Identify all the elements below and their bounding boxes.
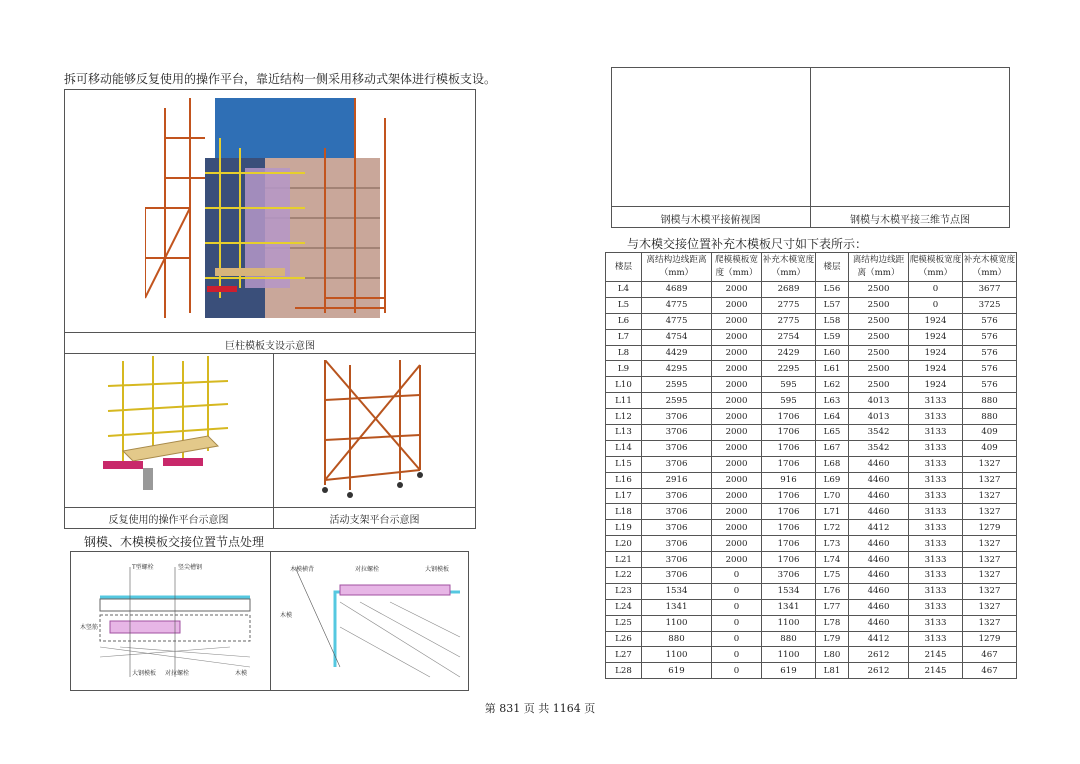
table-cell: 2000 — [712, 345, 762, 361]
table-cell: L64 — [816, 409, 849, 425]
table-cell: 576 — [963, 329, 1017, 345]
table-cell: 2500 — [849, 377, 909, 393]
table-cell: L19 — [606, 520, 642, 536]
table-cell: 2916 — [642, 472, 712, 488]
table-row — [606, 520, 1017, 536]
table-cell: 3542 — [849, 440, 909, 456]
table-row — [606, 425, 1017, 441]
table-cell: 3706 — [642, 488, 712, 504]
table-header-cell: 爬模模板宽度（mm） — [712, 253, 762, 282]
table-cell: 916 — [762, 472, 816, 488]
table-cell: 880 — [642, 631, 712, 647]
table-row — [606, 282, 1017, 298]
table-cell: L9 — [606, 361, 642, 377]
table-cell: 576 — [963, 345, 1017, 361]
table-cell: L18 — [606, 504, 642, 520]
table-cell: L8 — [606, 345, 642, 361]
table-cell: 2000 — [712, 504, 762, 520]
table-cell: L72 — [816, 520, 849, 536]
table-row — [606, 536, 1017, 552]
table-cell: 3133 — [909, 440, 963, 456]
table-intro: 与木模交接位置补充木模板尺寸如下表所示： — [627, 237, 868, 251]
table-cell: L27 — [606, 647, 642, 663]
table-cell: 4013 — [849, 409, 909, 425]
table-cell: 2000 — [712, 472, 762, 488]
table-cell: 3133 — [909, 568, 963, 584]
table-cell: 4460 — [849, 472, 909, 488]
table-cell: L79 — [816, 631, 849, 647]
label-big-steel: 大钢模板 — [132, 670, 157, 677]
table-cell: L12 — [606, 409, 642, 425]
table-cell: L25 — [606, 615, 642, 631]
table-cell: 1327 — [963, 583, 1017, 599]
table-cell: 3706 — [642, 520, 712, 536]
table-cell: 4460 — [849, 552, 909, 568]
table-cell: L61 — [816, 361, 849, 377]
table-cell: 2000 — [712, 488, 762, 504]
table-cell: 1924 — [909, 377, 963, 393]
table-cell: 576 — [963, 377, 1017, 393]
table-cell: L73 — [816, 536, 849, 552]
table-cell: L26 — [606, 631, 642, 647]
table-cell: 2500 — [849, 313, 909, 329]
table-row — [606, 663, 1017, 679]
table-cell: 2000 — [712, 552, 762, 568]
table-row — [606, 647, 1017, 663]
table-cell: L71 — [816, 504, 849, 520]
label-tie-bolt: 对拉螺栓 — [165, 670, 190, 677]
table-cell: 3706 — [642, 409, 712, 425]
table-cell: 1706 — [762, 504, 816, 520]
table-cell: 2000 — [712, 313, 762, 329]
table-row — [606, 361, 1017, 377]
table-cell: L24 — [606, 599, 642, 615]
table-cell: 1534 — [642, 583, 712, 599]
table-cell: 4460 — [849, 568, 909, 584]
label-t-bolt: T型螺栓 — [132, 564, 154, 571]
table-cell: L69 — [816, 472, 849, 488]
table-cell: 2000 — [712, 297, 762, 313]
table-cell: L68 — [816, 456, 849, 472]
table-cell: 3133 — [909, 425, 963, 441]
table-cell: L23 — [606, 583, 642, 599]
table-cell: 4460 — [849, 599, 909, 615]
table-cell: 3133 — [909, 631, 963, 647]
table-cell: 0 — [712, 568, 762, 584]
table-cell: L67 — [816, 440, 849, 456]
table-row — [606, 345, 1017, 361]
table-cell: 0 — [909, 297, 963, 313]
table-cell: L77 — [816, 599, 849, 615]
top-right-view-caption: 钢模与木模平接三维节点图 — [850, 215, 970, 226]
table-cell: 3706 — [642, 552, 712, 568]
table-cell: 4460 — [849, 488, 909, 504]
table-cell: 4775 — [642, 297, 712, 313]
label-wood-form-right: 木模 — [280, 612, 293, 619]
table-cell: L65 — [816, 425, 849, 441]
table-row — [606, 552, 1017, 568]
table-cell: 2145 — [909, 663, 963, 679]
table-cell: L15 — [606, 456, 642, 472]
table-cell: L62 — [816, 377, 849, 393]
section-heading: 钢模、木模模板交接位置节点处理 — [84, 535, 265, 549]
table-cell: 0 — [712, 583, 762, 599]
table-header-cell: 楼层 — [606, 253, 642, 282]
table-row — [606, 377, 1017, 393]
table-cell: 1341 — [762, 599, 816, 615]
table-cell: 2754 — [762, 329, 816, 345]
label-wood-panel: 木竖筋 — [80, 624, 99, 631]
formwork-size-table — [605, 252, 1017, 679]
label-tie-bolt-right: 对拉螺栓 — [355, 566, 380, 573]
table-cell: L58 — [816, 313, 849, 329]
table-cell: 3706 — [762, 568, 816, 584]
table-row — [606, 472, 1017, 488]
table-cell: L60 — [816, 345, 849, 361]
table-cell: 2500 — [849, 361, 909, 377]
table-row — [606, 456, 1017, 472]
table-cell: 880 — [963, 393, 1017, 409]
label-big-steel-right: 大钢模板 — [425, 566, 450, 573]
table-row — [606, 488, 1017, 504]
table-cell: 2000 — [712, 536, 762, 552]
table-cell: 1706 — [762, 440, 816, 456]
table-cell: 409 — [963, 425, 1017, 441]
table-cell: 1534 — [762, 583, 816, 599]
table-cell: 1706 — [762, 425, 816, 441]
table-cell: 4013 — [849, 393, 909, 409]
table-cell: 0 — [712, 663, 762, 679]
table-cell: 3725 — [963, 297, 1017, 313]
table-cell: 1706 — [762, 488, 816, 504]
table-cell: 467 — [963, 647, 1017, 663]
label-wood-form: 木模 — [235, 670, 248, 677]
table-cell: L13 — [606, 425, 642, 441]
support-caption: 活动支架平台示意图 — [329, 515, 420, 526]
table-cell: L56 — [816, 282, 849, 298]
table-cell: 2612 — [849, 663, 909, 679]
table-cell: L4 — [606, 282, 642, 298]
table-cell: L10 — [606, 377, 642, 393]
table-cell: 4754 — [642, 329, 712, 345]
table-cell: 3133 — [909, 615, 963, 631]
table-cell: 1327 — [963, 568, 1017, 584]
table-cell: 2000 — [712, 425, 762, 441]
table-cell: 880 — [762, 631, 816, 647]
table-cell: 4460 — [849, 615, 909, 631]
table-cell: 2145 — [909, 647, 963, 663]
table-cell: 1279 — [963, 631, 1017, 647]
table-cell: L74 — [816, 552, 849, 568]
table-header-cell: 楼层 — [816, 253, 849, 282]
table-cell: 467 — [963, 663, 1017, 679]
table-cell: 4295 — [642, 361, 712, 377]
table-cell: 3706 — [642, 456, 712, 472]
table-cell: 1924 — [909, 345, 963, 361]
table-cell: L63 — [816, 393, 849, 409]
table-cell: 595 — [762, 393, 816, 409]
table-cell: 3133 — [909, 583, 963, 599]
table-cell: 595 — [762, 377, 816, 393]
main-figure-caption: 巨柱模板支设示意图 — [225, 341, 315, 352]
table-cell: 2612 — [849, 647, 909, 663]
table-cell: 3706 — [642, 504, 712, 520]
table-cell: 1341 — [642, 599, 712, 615]
table-cell: 1706 — [762, 520, 816, 536]
table-cell: 2000 — [712, 409, 762, 425]
table-cell: 2775 — [762, 313, 816, 329]
table-cell: L59 — [816, 329, 849, 345]
table-cell: 1706 — [762, 409, 816, 425]
table-cell: L80 — [816, 647, 849, 663]
table-cell: 2295 — [762, 361, 816, 377]
table-cell: 4689 — [642, 282, 712, 298]
table-cell: 3133 — [909, 520, 963, 536]
table-cell: L75 — [816, 568, 849, 584]
table-cell: 2000 — [712, 456, 762, 472]
table-cell: 576 — [963, 313, 1017, 329]
table-header-row — [606, 253, 1017, 282]
table-cell: 1327 — [963, 504, 1017, 520]
table-cell: 0 — [712, 599, 762, 615]
table-cell: 2500 — [849, 297, 909, 313]
table-cell: L78 — [816, 615, 849, 631]
table-cell: 4412 — [849, 520, 909, 536]
table-row — [606, 615, 1017, 631]
table-cell: 2000 — [712, 440, 762, 456]
table-row — [606, 393, 1017, 409]
intro-text: 拆可移动能够反复使用的操作平台，靠近结构一侧采用移动式架体进行模板支设。 — [64, 72, 497, 86]
table-cell: 4460 — [849, 536, 909, 552]
table-cell: 4429 — [642, 345, 712, 361]
table-cell: 2500 — [849, 329, 909, 345]
table-row — [606, 568, 1017, 584]
table-cell: 3706 — [642, 425, 712, 441]
table-cell: 1100 — [642, 615, 712, 631]
table-cell: 3542 — [849, 425, 909, 441]
table-cell: 576 — [963, 361, 1017, 377]
table-cell: L5 — [606, 297, 642, 313]
table-row — [606, 440, 1017, 456]
table-cell: L57 — [816, 297, 849, 313]
table-cell: 0 — [712, 615, 762, 631]
table-cell: 3706 — [642, 440, 712, 456]
table-header-cell: 爬模模板宽度（mm） — [909, 253, 963, 282]
table-row — [606, 409, 1017, 425]
table-cell: 2000 — [712, 520, 762, 536]
table-cell: 3133 — [909, 488, 963, 504]
table-cell: 4412 — [849, 631, 909, 647]
table-row — [606, 631, 1017, 647]
table-cell: 1327 — [963, 488, 1017, 504]
table-cell: 3706 — [642, 568, 712, 584]
table-cell: 1706 — [762, 536, 816, 552]
table-row — [606, 297, 1017, 313]
table-cell: 619 — [762, 663, 816, 679]
table-cell: 3706 — [642, 536, 712, 552]
table-header-cell: 补充木模宽度（mm） — [762, 253, 816, 282]
table-cell: 1327 — [963, 456, 1017, 472]
table-cell: 3677 — [963, 282, 1017, 298]
table-cell: L11 — [606, 393, 642, 409]
table-cell: 4460 — [849, 456, 909, 472]
table-cell: L20 — [606, 536, 642, 552]
table-header-cell: 离结构边线距离（mm） — [642, 253, 712, 282]
table-cell: 1327 — [963, 552, 1017, 568]
table-cell: 0 — [909, 282, 963, 298]
platform-caption: 反复使用的操作平台示意图 — [108, 515, 229, 526]
giant-column-formwork-image — [145, 98, 400, 326]
table-cell: 1327 — [963, 615, 1017, 631]
table-cell: L81 — [816, 663, 849, 679]
table-cell: 0 — [712, 647, 762, 663]
table-cell: 1924 — [909, 361, 963, 377]
table-cell: 3133 — [909, 409, 963, 425]
table-cell: L16 — [606, 472, 642, 488]
table-cell: 3133 — [909, 472, 963, 488]
table-cell: 4460 — [849, 583, 909, 599]
table-cell: 2000 — [712, 361, 762, 377]
table-cell: 2000 — [712, 377, 762, 393]
table-cell: 1100 — [642, 647, 712, 663]
table-cell: 2775 — [762, 297, 816, 313]
table-cell: L76 — [816, 583, 849, 599]
table-cell: 0 — [712, 631, 762, 647]
table-cell: 880 — [963, 409, 1017, 425]
table-cell: L70 — [816, 488, 849, 504]
table-row — [606, 504, 1017, 520]
table-cell: 2000 — [712, 282, 762, 298]
detail-right-drawing — [280, 557, 465, 685]
table-cell: 1706 — [762, 552, 816, 568]
table-cell: 3133 — [909, 536, 963, 552]
table-cell: 1706 — [762, 456, 816, 472]
table-cell: 3133 — [909, 456, 963, 472]
table-cell: 1100 — [762, 615, 816, 631]
table-row — [606, 313, 1017, 329]
table-cell: 2595 — [642, 377, 712, 393]
label-wood-frame: 木模横背 — [290, 566, 315, 573]
top-left-view-caption: 钢模与木模平接俯视图 — [660, 215, 761, 226]
table-cell: 2000 — [712, 393, 762, 409]
reusable-platform-image — [98, 356, 233, 496]
table-cell: 2500 — [849, 345, 909, 361]
table-cell: 4775 — [642, 313, 712, 329]
table-cell: L6 — [606, 313, 642, 329]
table-cell: 2595 — [642, 393, 712, 409]
table-cell: 1279 — [963, 520, 1017, 536]
table-cell: L7 — [606, 329, 642, 345]
table-row — [606, 329, 1017, 345]
page-number: 第 831 页 共 1164 页 — [484, 702, 596, 715]
table-cell: 4460 — [849, 504, 909, 520]
table-cell: 3133 — [909, 504, 963, 520]
table-cell: 3133 — [909, 599, 963, 615]
table-cell: 2500 — [849, 282, 909, 298]
table-cell: L22 — [606, 568, 642, 584]
table-row — [606, 583, 1017, 599]
table-cell: 2689 — [762, 282, 816, 298]
table-cell: 1327 — [963, 599, 1017, 615]
table-cell: L14 — [606, 440, 642, 456]
table-cell: 1924 — [909, 329, 963, 345]
table-header-cell: 补充木模宽度（mm） — [963, 253, 1017, 282]
table-cell: 1327 — [963, 536, 1017, 552]
table-cell: 2000 — [712, 329, 762, 345]
table-cell: 3133 — [909, 552, 963, 568]
label-clamp: 竖尖槽钢 — [178, 564, 203, 571]
table-cell: 1924 — [909, 313, 963, 329]
table-row — [606, 599, 1017, 615]
table-cell: 3133 — [909, 393, 963, 409]
table-cell: 1100 — [762, 647, 816, 663]
table-cell: 409 — [963, 440, 1017, 456]
mobile-support-image — [315, 360, 435, 500]
table-header-cell: 离结构边线距离（mm） — [849, 253, 909, 282]
table-cell: 2429 — [762, 345, 816, 361]
table-cell: L17 — [606, 488, 642, 504]
table-cell: L21 — [606, 552, 642, 568]
table-cell: L28 — [606, 663, 642, 679]
table-cell: 1327 — [963, 472, 1017, 488]
table-cell: 619 — [642, 663, 712, 679]
detail-left-drawing — [80, 557, 260, 685]
